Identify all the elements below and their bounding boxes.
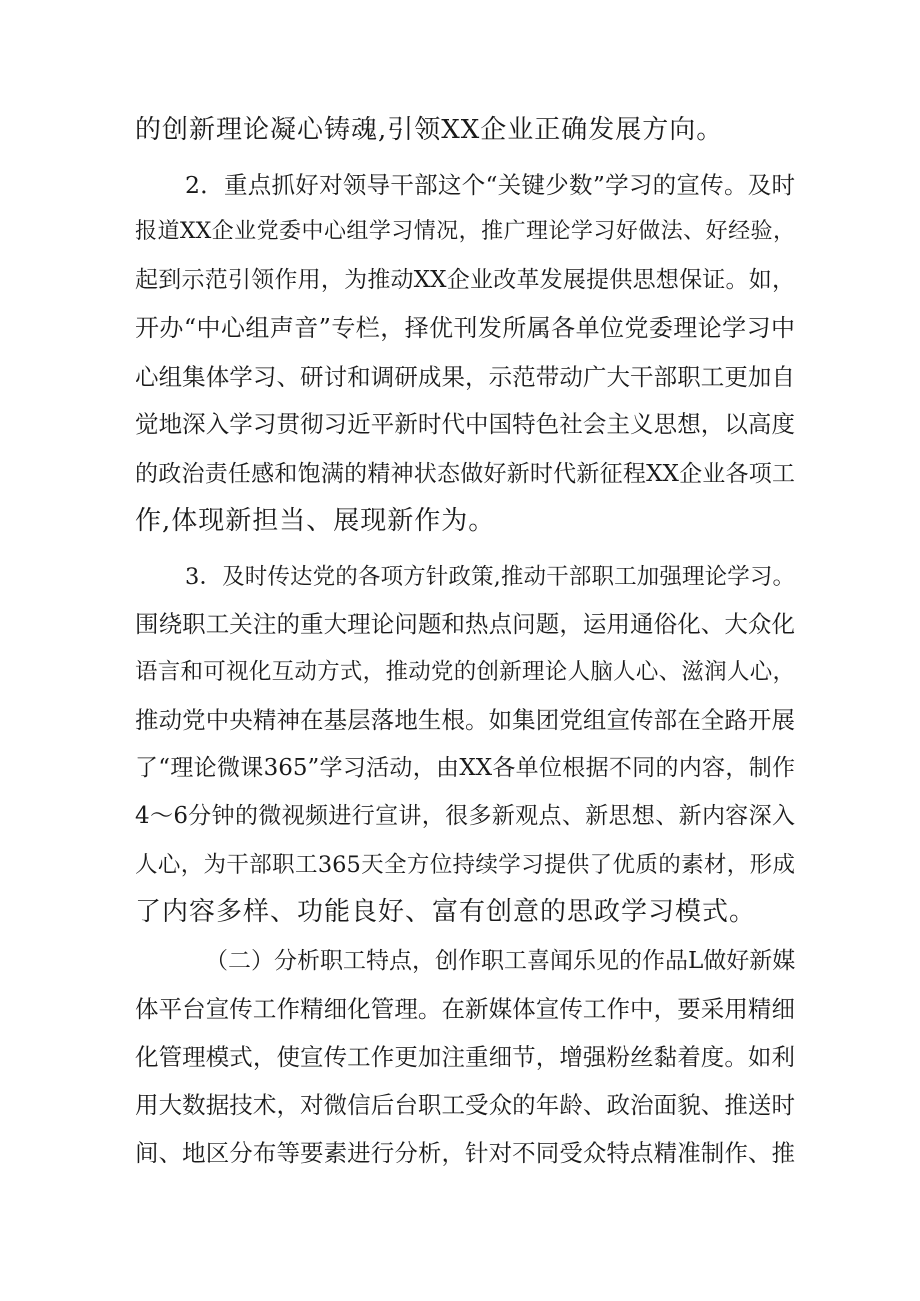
text-line: 的政治责任感和饱满的精神状态做好新时代新征程XX企业各项工: [135, 461, 795, 487]
text-line: 2．重点抓好对领导干部这个“关键少数”学习的宣传。及时: [185, 171, 795, 199]
text-line: 开办“中心组声音”专栏，择优刊发所属各单位党委理论学习中: [135, 314, 795, 342]
text-line: 体平台宣传工作精细化管理。在新媒体宣传工作中，要采用精细: [135, 995, 795, 1023]
text-line: 推动党中央精神在基层落地生根。如集团党组宣传部在全路开展: [135, 706, 795, 734]
text-line: 的创新理论凝心铸魂,引领XX企业正确发展方向。: [135, 115, 724, 145]
text-line: 了“理论微课365”学习活动，由XX各单位根据不同的内容，制作: [135, 755, 795, 781]
text-line: 围绕职工关注的重大理论问题和热点问题，运用通俗化、大众化: [135, 610, 795, 638]
text-line: 4〜6分钟的微视频进行宣讲，很多新观点、新思想、新内容深入: [135, 803, 795, 829]
text-line: 间、地区分布等要素进行分析，针对不同受众特点精准制作、推: [135, 1139, 795, 1167]
text-line: 报道XX企业党委中心组学习情况，推广理论学习好做法、好经验，: [135, 219, 795, 244]
text-line: 心组集体学习、研讨和调研成果，示范带动广大干部职工更加自: [135, 363, 795, 391]
text-line: 语言和可视化互动方式，推动党的创新理论人脑人心、滋润人心，: [135, 659, 795, 685]
text-line: 了内容多样、功能良好、富有创意的思政学习模式。: [135, 897, 757, 927]
text-line: 人心，为干部职工365天全方位持续学习提供了优质的素材，形成: [135, 852, 795, 878]
text-line: 用大数据技术，对微信后台职工受众的年龄、政治面貌、推送时: [135, 1091, 795, 1119]
text-line: 觉地深入学习贯彻习近平新时代中国特色社会主义思想，以高度: [135, 410, 795, 438]
text-line: 3．及时传达党的各项方针政策,推动干部职工加强理论学习。: [185, 564, 795, 590]
text-line: （二）分析职工特点，创作职工喜闻乐见的作品L做好新媒: [205, 948, 796, 974]
text-line: 作,体现新担当、展现新作为。: [135, 506, 496, 536]
text-line: 起到示范引领作用，为推动XX企业改革发展提供思想保证。如，: [135, 267, 795, 293]
text-line: 化管理模式，使宣传工作更加注重细节，增强粉丝黏着度。如利: [135, 1043, 795, 1071]
